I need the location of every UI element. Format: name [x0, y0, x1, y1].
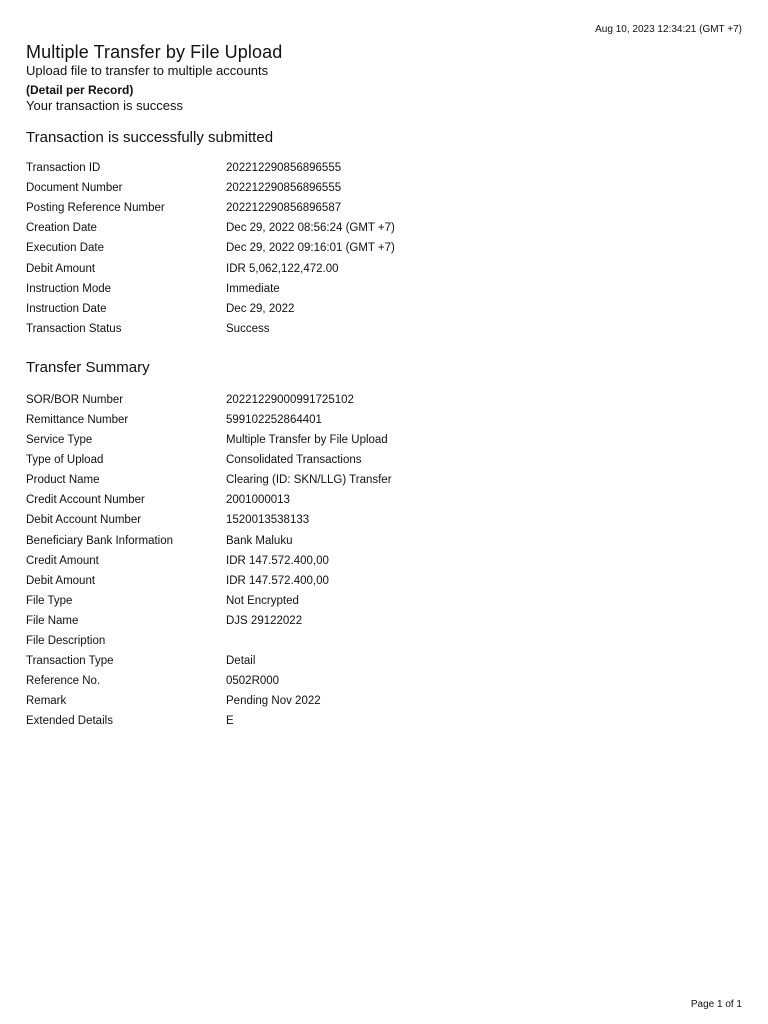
detail-row-label: File Type: [26, 594, 73, 607]
detail-row: [26, 158, 395, 178]
detail-row-value: 202212290856896555: [226, 182, 342, 195]
detail-row: [26, 711, 392, 731]
detail-row: [26, 299, 395, 319]
detail-row-label: Credit Account Number: [26, 494, 145, 507]
detail-row-label: Transaction Type: [26, 655, 114, 668]
detail-row: [26, 238, 395, 258]
detail-row-label: Transaction Status: [26, 322, 122, 335]
detail-row: [26, 258, 395, 278]
detail-row-value: Pending Nov 2022: [226, 695, 321, 708]
detail-row: [26, 671, 392, 691]
detail-per-record-label: (Detail per Record): [26, 83, 134, 97]
detail-row-value: Dec 29, 2022 08:56:24 (GMT +7): [226, 222, 395, 235]
detail-row-label: Product Name: [26, 474, 100, 487]
detail-row-label: Extended Details: [26, 715, 113, 728]
detail-row-value: IDR 147.572.400,00: [226, 554, 329, 567]
detail-row-label: Remark: [26, 695, 67, 708]
detail-row-label: Type of Upload: [26, 454, 104, 467]
detail-row: [26, 319, 395, 339]
detail-row-value: 599102252864401: [226, 413, 322, 426]
detail-row-label: Creation Date: [26, 222, 97, 235]
detail-row-label: Posting Reference Number: [26, 202, 165, 215]
detail-row-value: Dec 29, 2022: [226, 302, 295, 315]
detail-row: [26, 691, 392, 711]
detail-row: [26, 651, 392, 671]
detail-row: [26, 611, 392, 631]
detail-row: [26, 571, 392, 591]
print-timestamp: Aug 10, 2023 12:34:21 (GMT +7): [595, 24, 742, 35]
detail-row-label: Service Type: [26, 434, 93, 447]
detail-row-value: Clearing (ID: SKN/LLG) Transfer: [226, 474, 392, 487]
document-body: [26, 41, 742, 731]
detail-row-label: Instruction Mode: [26, 282, 112, 295]
page-title: Multiple Transfer by File Upload: [26, 42, 283, 62]
detail-row-label: Debit Amount: [26, 262, 96, 275]
detail-row: [26, 430, 392, 450]
detail-row-label: Debit Amount: [26, 574, 96, 587]
detail-row: [26, 470, 392, 490]
detail-row-label: Reference No.: [26, 675, 101, 688]
detail-row-label: Beneficiary Bank Information: [26, 534, 174, 547]
detail-row-value: Success: [226, 322, 270, 335]
detail-row: [26, 631, 392, 651]
detail-row-value: Not Encrypted: [226, 594, 299, 607]
detail-row-value: Detail: [226, 655, 256, 668]
detail-row: [26, 490, 392, 510]
detail-row-value: DJS 29122022: [226, 614, 303, 627]
detail-row: [26, 279, 395, 299]
detail-row-label: Document Number: [26, 182, 123, 195]
detail-row: [26, 178, 395, 198]
transfer-summary-heading: Transfer Summary: [26, 358, 150, 376]
detail-row-value: [226, 631, 392, 651]
detail-row: [26, 218, 395, 238]
detail-row-label: Credit Amount: [26, 554, 99, 567]
detail-row-value: 202212290856896587: [226, 202, 342, 215]
detail-row-value: Multiple Transfer by File Upload: [226, 434, 388, 447]
detail-row-label: Transaction ID: [26, 162, 101, 175]
detail-row: [26, 591, 392, 611]
detail-row-label: Execution Date: [26, 242, 104, 255]
detail-row-value: E: [226, 715, 234, 728]
transaction-details-table: [26, 158, 395, 339]
detail-row-label: File Description: [26, 635, 106, 648]
detail-row-value: Bank Maluku: [226, 534, 293, 547]
detail-row-label: Instruction Date: [26, 302, 107, 315]
detail-row-label: Debit Account Number: [26, 514, 142, 527]
detail-row: [26, 551, 392, 571]
page-subtitle: Upload file to transfer to multiple accounts: [26, 63, 269, 78]
detail-row-value: 20221229000991725102: [226, 393, 354, 406]
page-number: Page 1 of 1: [690, 999, 742, 1010]
detail-row-value: Dec 29, 2022 09:16:01 (GMT +7): [226, 242, 395, 255]
transaction-section-heading: Transaction is successfully submitted: [26, 129, 274, 146]
transfer-summary-table: [26, 390, 392, 732]
detail-row-label: Remittance Number: [26, 413, 129, 426]
detail-row: [26, 510, 392, 530]
detail-row-label: File Name: [26, 614, 79, 627]
detail-row: [26, 410, 392, 430]
detail-row-value: 1520013538133: [226, 514, 310, 527]
detail-row-value: Immediate: [226, 282, 280, 295]
detail-row-value: IDR 147.572.400,00: [226, 574, 329, 587]
detail-row-value: 2001000013: [226, 494, 290, 507]
detail-row: [26, 390, 392, 410]
detail-row-value: IDR 5,062,122,472.00: [226, 262, 339, 275]
detail-row: [26, 198, 395, 218]
detail-row-value: 202212290856896555: [226, 162, 342, 175]
detail-row-value: 0502R000: [226, 675, 280, 688]
transaction-status-message: Your transaction is success: [26, 98, 184, 113]
detail-row-value: Consolidated Transactions: [226, 454, 362, 467]
detail-row: [26, 531, 392, 551]
detail-row-label: SOR/BOR Number: [26, 393, 124, 406]
detail-row: [26, 450, 392, 470]
